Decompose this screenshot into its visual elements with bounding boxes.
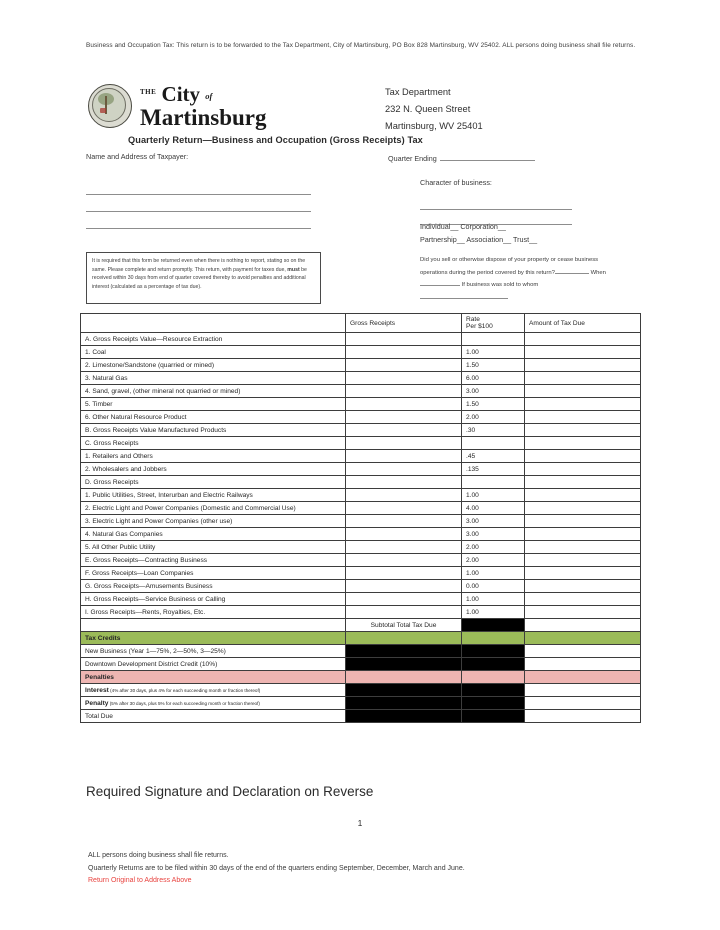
brand-city: City	[161, 82, 201, 106]
table-row	[81, 424, 641, 437]
row-rate: .45	[462, 450, 525, 463]
row-rate	[462, 333, 525, 346]
row-rate: 6.00	[462, 372, 525, 385]
penalty-gr-blocked	[346, 697, 462, 710]
row-rate: 1.50	[462, 398, 525, 411]
row-gross-receipts-input[interactable]	[346, 567, 462, 580]
brand-martinsburg: Martinsburg	[140, 105, 267, 130]
penalty-amount-input[interactable]	[525, 697, 641, 710]
row-gross-receipts-input[interactable]	[346, 593, 462, 606]
row-description: 2. Wholesalers and Jobbers	[81, 463, 346, 476]
tax-credits-label: Tax Credits	[81, 632, 346, 645]
table-row	[81, 359, 641, 372]
row-rate: 4.00	[462, 502, 525, 515]
notice-text-c: be received within 30 days from end of quarter covered thereby to avoid penalties and additional interest (calculated as a percentage of tax due).	[92, 266, 307, 290]
brand-text	[140, 82, 350, 129]
row-rate: 3.00	[462, 515, 525, 528]
brand-of: of	[205, 91, 213, 101]
row-gross-receipts-input[interactable]	[346, 385, 462, 398]
row-gross-receipts-input[interactable]	[346, 346, 462, 359]
row-description: 4. Natural Gas Companies	[81, 528, 346, 541]
notice-text-must: must	[287, 266, 300, 273]
row-amount-input[interactable]	[525, 541, 641, 554]
row-gross-receipts-input[interactable]	[346, 424, 462, 437]
disposal-q3: If business was sold to whom	[461, 282, 539, 288]
row-amount-input[interactable]	[525, 528, 641, 541]
row-amount-input[interactable]	[525, 515, 641, 528]
penalties-banner-row	[81, 671, 641, 684]
credit-row	[81, 645, 641, 658]
credit-rate-blocked	[462, 645, 525, 658]
row-gross-receipts-input[interactable]	[346, 515, 462, 528]
character-of-business-field[interactable]	[420, 195, 572, 225]
row-rate: 2.00	[462, 554, 525, 567]
row-rate: 1.00	[462, 567, 525, 580]
header-rate-line2: Per $100	[466, 323, 493, 330]
penalty-description	[81, 697, 346, 710]
subtotal-label: Subtotal Total Tax Due	[346, 619, 462, 632]
row-amount-input[interactable]	[525, 437, 641, 450]
top-instruction-note: Business and Occupation Tax: This return is to be forwarded to the Tax Department, City of Martinsburg, PO Box 828 Martinsburg, WV 25402. ALL persons doing business shall file returns.	[86, 42, 636, 49]
tax-table-body	[81, 314, 641, 723]
header-rate-line1: Rate	[466, 316, 480, 323]
brand-the: THE	[140, 88, 157, 96]
total-due-rate-blocked	[462, 710, 525, 723]
row-description: F. Gross Receipts—Loan Companies	[81, 567, 346, 580]
row-description: C. Gross Receipts	[81, 437, 346, 450]
credit-amount-input[interactable]	[525, 645, 641, 658]
table-row	[81, 385, 641, 398]
row-description: 1. Retailers and Others	[81, 450, 346, 463]
row-rate: 1.00	[462, 346, 525, 359]
row-description: 1. Public Utilities, Street, Interurban and Electric Railways	[81, 489, 346, 502]
credit-description: Downtown Development District Credit (10%)	[81, 658, 346, 671]
row-description: 2. Electric Light and Power Companies (Domestic and Commercial Use)	[81, 502, 346, 515]
subtotal-rate-blocked	[462, 619, 525, 632]
row-description: I. Gross Receipts—Rents, Royalties, Etc.	[81, 606, 346, 619]
row-amount-input[interactable]	[525, 489, 641, 502]
footer-line-1: ALL persons doing business shall file returns.	[88, 852, 229, 859]
dept-city-state-zip: Martinsburg, WV 25401	[385, 121, 483, 131]
city-logo	[88, 82, 348, 142]
total-due-gr-blocked	[346, 710, 462, 723]
row-gross-receipts-input[interactable]	[346, 463, 462, 476]
row-rate: 1.00	[462, 606, 525, 619]
total-due-row	[81, 710, 641, 723]
table-row	[81, 580, 641, 593]
row-gross-receipts-input[interactable]	[346, 489, 462, 502]
table-row	[81, 437, 641, 450]
subtotal-spacer	[81, 619, 346, 632]
penalty-detail: (4% after 30 days, plus 4% for each succeeding month or fraction thereof)	[108, 687, 261, 693]
row-amount-input[interactable]	[525, 359, 641, 372]
row-description: 2. Limestone/Sandstone (quarried or mined)	[81, 359, 346, 372]
header-rate	[462, 314, 525, 333]
character-of-business-label: Character of business:	[420, 178, 492, 187]
row-amount-input[interactable]	[525, 593, 641, 606]
row-gross-receipts-input[interactable]	[346, 528, 462, 541]
table-row	[81, 398, 641, 411]
total-due-label: Total Due	[81, 710, 346, 723]
row-amount-input[interactable]	[525, 580, 641, 593]
dept-name: Tax Department	[385, 87, 451, 97]
penalties-amt	[525, 671, 641, 684]
disposal-q1: Did you sell or otherwise dispose of your property or cease business operations during the period covered by this return?	[420, 257, 599, 276]
disposal-question	[420, 255, 625, 303]
penalty-rate-blocked	[462, 697, 525, 710]
penalty-rate-blocked	[462, 684, 525, 697]
row-amount-input[interactable]	[525, 333, 641, 346]
subtotal-row	[81, 619, 641, 632]
row-description: 1. Coal	[81, 346, 346, 359]
tax-credits-banner-row	[81, 632, 641, 645]
row-description: 5. All Other Public Utility	[81, 541, 346, 554]
row-gross-receipts-input[interactable]	[346, 541, 462, 554]
penalty-row	[81, 684, 641, 697]
row-amount-input[interactable]	[525, 450, 641, 463]
row-amount-input[interactable]	[525, 424, 641, 437]
row-description: D. Gross Receipts	[81, 476, 346, 489]
table-row	[81, 346, 641, 359]
disposal-answer-when[interactable]	[420, 278, 460, 286]
table-row	[81, 502, 641, 515]
table-row	[81, 372, 641, 385]
notice-text-a: It is required that this form be returned even when there is nothing to report, stating so on the same. Please complete and return promptly. This return, with payment for taxes due,	[92, 258, 306, 273]
taxpayer-name-label: Name and Address of Taxpayer:	[86, 152, 189, 161]
table-row	[81, 567, 641, 580]
row-gross-receipts-input[interactable]	[346, 554, 462, 567]
quarter-ending-label	[388, 152, 535, 163]
table-row	[81, 606, 641, 619]
penalties-rate	[462, 671, 525, 684]
table-row	[81, 450, 641, 463]
taxpayer-line-2[interactable]	[86, 195, 311, 212]
total-due-amount-input[interactable]	[525, 710, 641, 723]
row-description: 4. Sand, gravel, (other mineral not quarried or mined)	[81, 385, 346, 398]
row-gross-receipts-input[interactable]	[346, 437, 462, 450]
row-description: 5. Timber	[81, 398, 346, 411]
row-gross-receipts-input[interactable]	[346, 580, 462, 593]
penalties-label: Penalties	[81, 671, 346, 684]
tax-computation-table	[80, 313, 641, 723]
row-rate: 1.00	[462, 489, 525, 502]
row-rate: 2.00	[462, 541, 525, 554]
signature-note: Required Signature and Declaration on Reverse	[86, 784, 374, 799]
table-row	[81, 333, 641, 346]
row-description: 3. Electric Light and Power Companies (other use)	[81, 515, 346, 528]
table-row	[81, 593, 641, 606]
taxpayer-address-field[interactable]	[86, 178, 311, 229]
credit-rate-blocked	[462, 658, 525, 671]
filing-notice-box	[86, 252, 321, 304]
row-rate	[462, 476, 525, 489]
penalty-name: Penalty	[85, 699, 109, 707]
row-rate: .135	[462, 463, 525, 476]
row-amount-input[interactable]	[525, 372, 641, 385]
header-amount-of-tax-due: Amount of Tax Due	[525, 314, 641, 333]
quarter-ending-input[interactable]	[440, 152, 535, 161]
penalty-gr-blocked	[346, 684, 462, 697]
entity-type-line-2[interactable]: Partnership__ Association__ Trust__	[420, 235, 538, 244]
credit-amount-input[interactable]	[525, 658, 641, 671]
row-description: A. Gross Receipts Value—Resource Extraction	[81, 333, 346, 346]
footer-line-3: Return Original to Address Above	[88, 877, 192, 884]
row-amount-input[interactable]	[525, 502, 641, 515]
city-seal-icon	[88, 84, 132, 128]
row-amount-input[interactable]	[525, 385, 641, 398]
table-row	[81, 515, 641, 528]
row-gross-receipts-input[interactable]	[346, 606, 462, 619]
credit-gr-blocked	[346, 658, 462, 671]
row-gross-receipts-input[interactable]	[346, 411, 462, 424]
entity-type-line-1[interactable]: Individual__ Corporation__	[420, 222, 506, 231]
taxpayer-line-3[interactable]	[86, 212, 311, 229]
penalty-description	[81, 684, 346, 697]
penalty-row	[81, 697, 641, 710]
table-row	[81, 528, 641, 541]
penalties-gr	[346, 671, 462, 684]
row-amount-input[interactable]	[525, 463, 641, 476]
row-gross-receipts-input[interactable]	[346, 502, 462, 515]
page-number: 1	[357, 818, 363, 828]
row-description: E. Gross Receipts—Contracting Business	[81, 554, 346, 567]
row-description: 6. Other Natural Resource Product	[81, 411, 346, 424]
row-rate: 1.00	[462, 593, 525, 606]
character-line-1[interactable]	[420, 195, 572, 210]
row-gross-receipts-input[interactable]	[346, 398, 462, 411]
row-rate	[462, 437, 525, 450]
tax-credits-rate	[462, 632, 525, 645]
disposal-q2: When	[590, 269, 606, 276]
table-row	[81, 476, 641, 489]
credit-gr-blocked	[346, 645, 462, 658]
footer-notes	[88, 850, 648, 888]
penalty-detail: (5% after 30 days, plus 5% for each succeeding month or fraction thereof)	[108, 700, 260, 706]
row-amount-input[interactable]	[525, 567, 641, 580]
row-rate: 1.50	[462, 359, 525, 372]
row-gross-receipts-input[interactable]	[346, 333, 462, 346]
table-row	[81, 554, 641, 567]
penalty-name: Interest	[85, 686, 109, 694]
tax-credits-gr	[346, 632, 462, 645]
taxpayer-line-1[interactable]	[86, 178, 311, 195]
form-subtitle: Quarterly Return—Business and Occupation (Gross Receipts) Tax	[128, 135, 423, 145]
header-desc	[81, 314, 346, 333]
credit-description: New Business (Year 1—75%, 2—50%, 3—25%)	[81, 645, 346, 658]
row-description: B. Gross Receipts Value Manufactured Products	[81, 424, 346, 437]
row-gross-receipts-input[interactable]	[346, 372, 462, 385]
row-amount-input[interactable]	[525, 398, 641, 411]
quarter-ending-text: Quarter Ending	[388, 154, 437, 163]
row-gross-receipts-input[interactable]	[346, 359, 462, 372]
row-description: H. Gross Receipts—Service Business or Calling	[81, 593, 346, 606]
table-row	[81, 489, 641, 502]
disposal-answer-1[interactable]	[555, 266, 589, 274]
credit-row	[81, 658, 641, 671]
header-gross-receipts: Gross Receipts	[346, 314, 462, 333]
table-row	[81, 463, 641, 476]
disposal-answer-whom[interactable]	[420, 291, 508, 299]
footer-line-2: Quarterly Returns are to be filed within 30 days of the end of the quarters ending September, December, March and June.	[88, 864, 465, 872]
row-description: G. Gross Receipts—Amusements Business	[81, 580, 346, 593]
row-rate: 2.00	[462, 411, 525, 424]
row-gross-receipts-input[interactable]	[346, 450, 462, 463]
penalty-amount-input[interactable]	[525, 684, 641, 697]
subtotal-amount-input[interactable]	[525, 619, 641, 632]
row-amount-input[interactable]	[525, 606, 641, 619]
row-rate: 3.00	[462, 385, 525, 398]
row-gross-receipts-input[interactable]	[346, 476, 462, 489]
row-amount-input[interactable]	[525, 476, 641, 489]
row-amount-input[interactable]	[525, 411, 641, 424]
tax-table-header-row	[81, 314, 641, 333]
row-rate: 3.00	[462, 528, 525, 541]
row-amount-input[interactable]	[525, 346, 641, 359]
dept-street: 232 N. Queen Street	[385, 104, 471, 114]
row-description: 3. Natural Gas	[81, 372, 346, 385]
tax-credits-amt	[525, 632, 641, 645]
tax-department-address	[385, 84, 483, 135]
row-rate: .30	[462, 424, 525, 437]
row-amount-input[interactable]	[525, 554, 641, 567]
row-rate: 0.00	[462, 580, 525, 593]
table-row	[81, 541, 641, 554]
table-row	[81, 411, 641, 424]
